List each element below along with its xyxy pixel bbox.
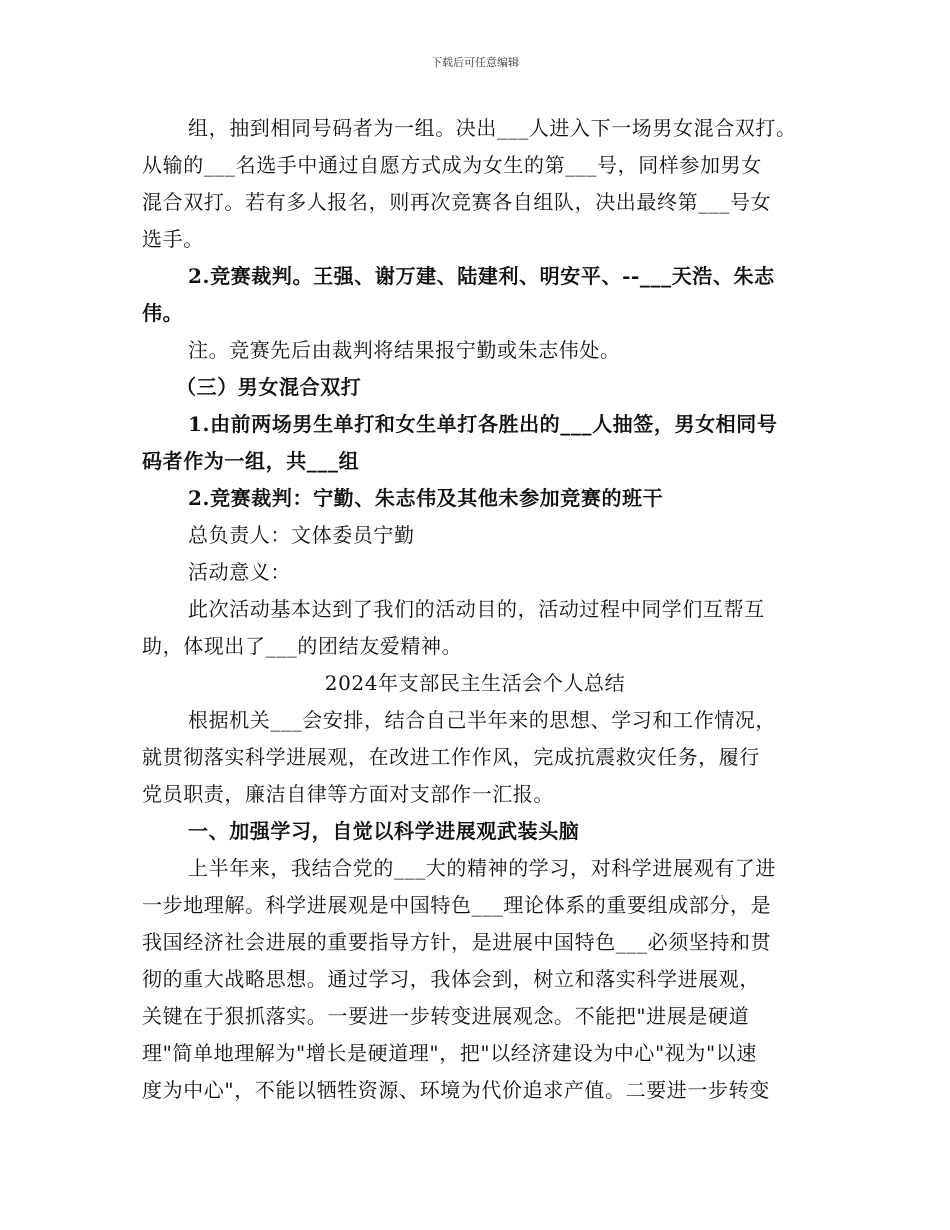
paragraph-line: 度为中心"，不能以牺牲资源、环境为代价追求产值。二要进一步转变 (142, 1078, 770, 1102)
paragraph-line: 彻的重大战略思想。通过学习，我体会到，树立和落实科学进展观， (142, 967, 760, 991)
section-line: 码者作为一组，共___组 (142, 449, 360, 473)
section-heading: （三）男女混合双打 (176, 375, 362, 399)
paragraph-line: 关键在于狠抓落实。一要进一步转变进展观念。不能把"进展是硬道 (142, 1004, 750, 1028)
paragraph-line: 助，体现出了___的团结友爱精神。 (142, 634, 463, 658)
paragraph-line: 混合双打。若有多人报名，则再次竞赛各自组队，决出最终第___号女 (142, 190, 772, 214)
paragraph-line: 我国经济社会进展的重要指导方针，是进展中国特色___必须坚持和贯 (142, 930, 772, 954)
paragraph-line: 组，抽到相同号码者为一组。决出___人进入下一场男女混合双打。 (188, 116, 797, 140)
paragraph-line: 注。竞赛先后由裁判将结果报宁勤或朱志伟处。 (188, 338, 621, 362)
paragraph-line: 上半年来，我结合党的___大的精神的学习，对科学进展观有了进 (188, 856, 776, 880)
section-line: 伟。 (142, 301, 184, 325)
paragraph-line: 理"简单地理解为"增长是硬道理"，把"以经济建设为中心"视为"以速 (142, 1041, 757, 1065)
section-line: 2.竞赛裁判：宁勤、朱志伟及其他未参加竞赛的班干 (188, 486, 664, 510)
paragraph-line: 从输的___名选手中通过自愿方式成为女生的第___号，同样参加男女 (142, 153, 762, 177)
section-heading: 一、加强学习，自觉以科学进展观武装头脑 (188, 819, 580, 843)
paragraph-line: 就贯彻落实科学进展观，在改进工作作风，完成抗震救灾任务，履行 (142, 745, 760, 769)
section-line: 2.竞赛裁判。王强、谢万建、陆建利、明安平、--___天浩、朱志 (188, 264, 775, 288)
paragraph-line: 此次活动基本达到了我们的活动目的，活动过程中同学们互帮互 (188, 597, 765, 621)
paragraph-line: 党员职责，廉洁自律等方面对支部作一汇报。 (142, 782, 554, 806)
document-title: 2024年支部民主生活会个人总结 (324, 671, 626, 695)
page-header: 下载后可任意编辑 (431, 56, 519, 69)
paragraph-line: 活动意义： (188, 560, 291, 584)
paragraph-line: 根据机关___会安排，结合自己半年来的思想、学习和工作情况， (188, 708, 776, 732)
section-line: 1.由前两场男生单打和女生单打各胜出的___人抽签，男女相同号 (188, 412, 778, 436)
paragraph-line: 选手。 (142, 227, 204, 251)
paragraph-line: 一步地理解。科学进展观是中国特色___理论体系的重要组成部分，是 (142, 893, 772, 917)
paragraph-line: 总负责人：文体委员宁勤 (188, 523, 415, 547)
